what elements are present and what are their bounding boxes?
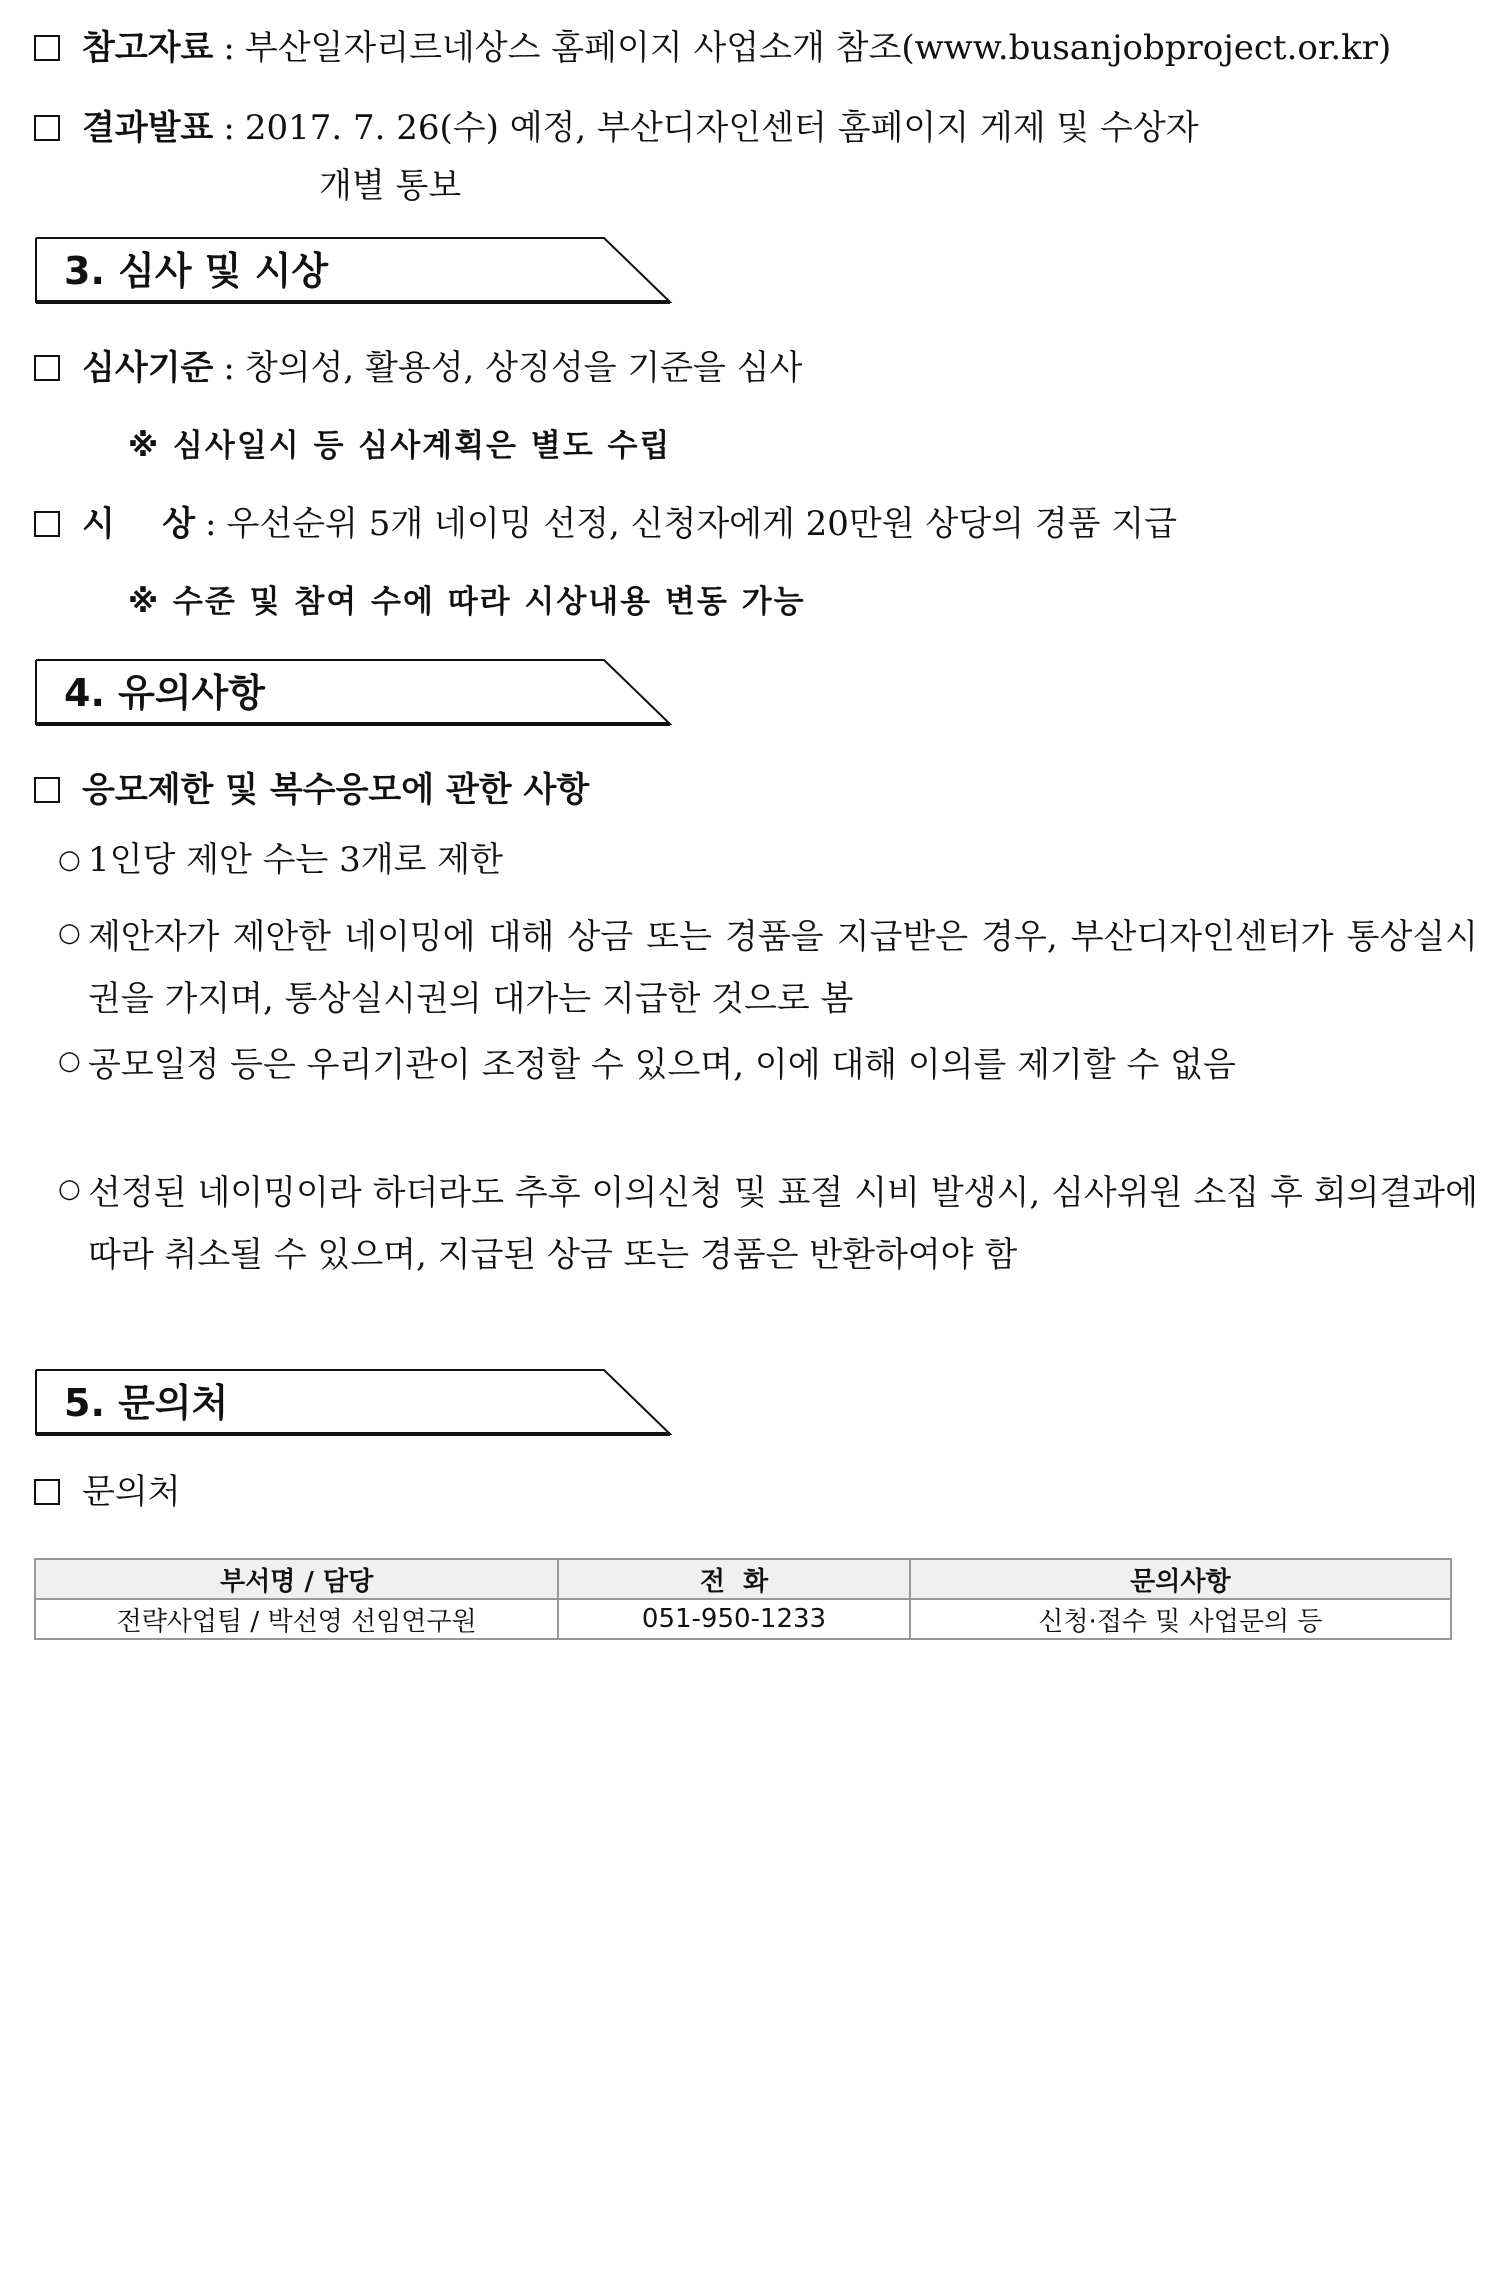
reference-text: 부산일자리르네상스 홈페이지 사업소개 참조(www.busanjobproject.or.kr) — [244, 28, 1392, 68]
checkbox-square-icon — [34, 115, 60, 141]
table-header-row — [35, 1559, 1451, 1599]
reference-item: 참고자료 : 부산일자리르네상스 홈페이지 사업소개 참조(www.busanjobproject.or.kr) — [34, 26, 1391, 70]
table-header-cell: 전 화 — [558, 1559, 910, 1599]
criteria-note: ※ 심사일시 등 심사계획은 별도 수립 — [128, 428, 672, 464]
circle-bullet-icon: ○ — [58, 918, 81, 948]
results-label: 결과발표 — [82, 108, 214, 148]
checkbox-square-icon — [34, 777, 60, 803]
table-header-cell: 문의사항 — [910, 1559, 1451, 1599]
results-text-line2: 개별 통보 — [319, 166, 462, 206]
bullet-text: 공모일정 등은 우리기관이 조정할 수 있으며, 이에 대해 이의를 제기할 수 없음 — [88, 1045, 1236, 1085]
circle-bullet-icon: ○ — [58, 1174, 81, 1204]
restriction-heading-item — [34, 768, 589, 812]
section-4-header — [34, 658, 674, 728]
section-3-title: 3. 심사 및 시상 — [64, 249, 329, 293]
checkbox-square-icon — [34, 35, 60, 61]
section-5-title: 5. 문의처 — [64, 1381, 229, 1425]
results-text-line1: 2017. 7. 26(수) 예정, 부산디자인센터 홈페이지 게제 및 수상자 — [244, 108, 1199, 148]
section-3-header — [34, 236, 674, 306]
criteria-text: 창의성, 활용성, 상징성을 기준을 심사 — [244, 348, 803, 388]
checkbox-square-icon — [34, 511, 60, 537]
criteria-label: 심사기준 — [82, 348, 214, 388]
award-text: 우선순위 5개 네이밍 선정, 신청자에게 20만원 상당의 경품 지급 — [226, 504, 1177, 544]
results-item: 결과발표 : 2017. 7. 26(수) 예정, 부산디자인센터 홈페이지 게제 및 수상자 — [34, 106, 1199, 150]
table-cell: 신청·접수 및 사업문의 등 — [910, 1599, 1451, 1639]
checkbox-square-icon — [34, 1479, 60, 1505]
contact-heading: 문의처 — [82, 1472, 181, 1512]
bullet-text: 제안자가 제안한 네이밍에 대해 상금 또는 경품을 지급받은 경우, 부산디자인센터가 통상실시권을 가지며, 통상실시권의 대가는 지급한 것으로 봄 — [88, 917, 1478, 1019]
restriction-heading: 응모제한 및 복수응모에 관한 사항 — [82, 770, 590, 810]
table-cell: 051-950-1233 — [558, 1599, 910, 1639]
award-note: ※ 수준 및 참여 수에 따라 시상내용 변동 가능 — [128, 584, 806, 620]
bullet-item — [58, 838, 503, 882]
award-item: 시 상 : 우선순위 5개 네이밍 선정, 신청자에게 20만원 상당의 경품 지급 — [34, 502, 1177, 546]
circle-bullet-icon: ○ — [58, 1046, 81, 1076]
circle-bullet-icon: ○ — [58, 845, 81, 875]
contact-heading-item — [34, 1470, 181, 1514]
table-cell: 전략사업팀 / 박선영 선임연구원 — [35, 1599, 558, 1639]
checkbox-square-icon — [34, 355, 60, 381]
bullet-text: 1인당 제안 수는 3개로 제한 — [88, 840, 503, 880]
bullet-text: 선정된 네이밍이라 하더라도 추후 이의신청 및 표절 시비 발생시, 심사위원 소집 후 회의결과에 따라 취소될 수 있으며, 지급된 상금 또는 경품은 반환하여야 함 — [88, 1173, 1478, 1275]
section-5-header — [34, 1368, 674, 1438]
reference-label: 참고자료 — [82, 28, 214, 68]
table-header-cell: 부서명 / 담당 — [35, 1559, 558, 1599]
section-4-title: 4. 유의사항 — [64, 671, 265, 715]
award-label: 시 상 — [82, 504, 196, 544]
criteria-item: 심사기준 : 창의성, 활용성, 상징성을 기준을 심사 — [34, 346, 802, 390]
contact-table — [34, 1558, 1452, 1640]
table-row — [35, 1599, 1451, 1639]
